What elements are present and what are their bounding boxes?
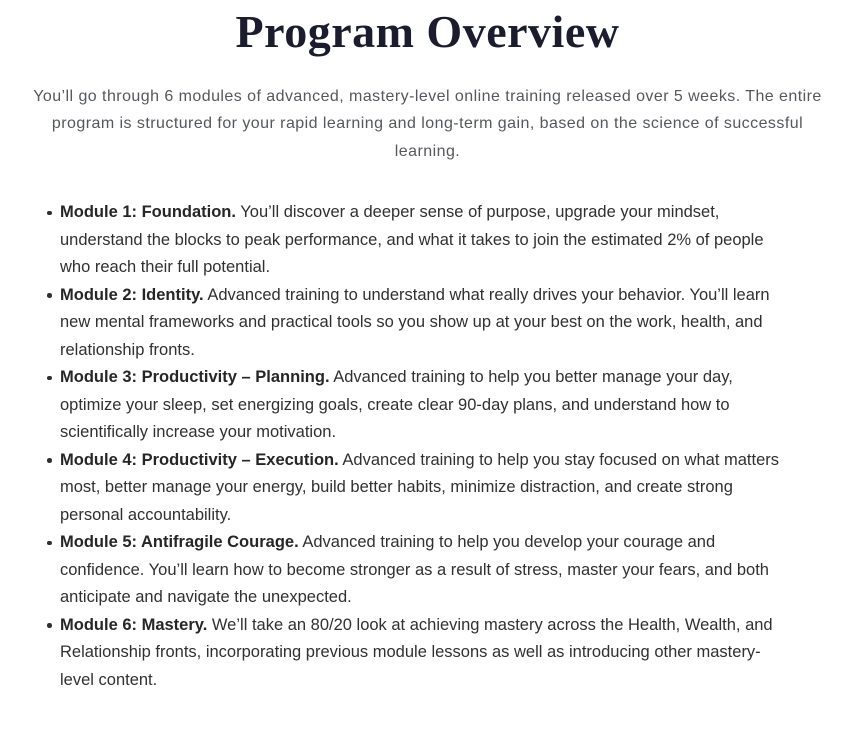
list-item-module-2 [60, 282, 793, 365]
module-lead: Module 3: Productivity – Planning. [60, 368, 330, 387]
list-item-module-6 [60, 612, 793, 695]
module-description: Advanced training to understand what really drives your behavior. You’ll learn new mental frameworks and practical tools so you show up at your best on the work, health, and relationship fronts. [60, 285, 770, 359]
module-lead: Module 4: Productivity – Execution. [60, 450, 339, 469]
module-description: You’ll discover a deeper sense of purpose, upgrade your mindset, understand the blocks to peak performance, and what it takes to join the estimated 2% of people who reach their full potential. [60, 203, 764, 277]
module-lead: Module 5: Antifragile Courage. [60, 533, 299, 552]
list-item-module-3 [60, 364, 793, 447]
list-item-module-4 [60, 447, 793, 530]
module-list [60, 199, 793, 694]
list-item-module-1 [60, 199, 793, 282]
module-description: Advanced training to help you better manage your day, optimize your sleep, set energizing goals, create clear 90-day plans, and understand how to scientifically increase your motivation. [60, 368, 733, 442]
module-lead: Module 6: Mastery. [60, 615, 208, 634]
module-description: Advanced training to help you stay focused on what matters most, better manage your energy, build better habits, minimize distraction, and create strong personal accountability. [60, 450, 779, 524]
module-description: Advanced training to help you develop your courage and confidence. You’ll learn how to become stronger as a result of stress, master your fears, and both anticipate and navigate the unexpected. [60, 533, 769, 607]
module-lead: Module 2: Identity. [60, 285, 204, 304]
list-item-module-5 [60, 529, 793, 612]
page-title: Program Overview [235, 6, 620, 57]
module-lead: Module 1: Foundation. [60, 203, 236, 222]
intro-paragraph: You’ll go through 6 modules of advanced, mastery-level online training released over 5 weeks. The entire program is structured for your rapid learning and long-term gain, based on the science of successful learning. [33, 87, 822, 160]
module-description: We’ll take an 80/20 look at achieving mastery across the Health, Wealth, and Relationship fronts, incorporating previous module lessons as well as introducing other mastery-level content. [60, 615, 773, 689]
